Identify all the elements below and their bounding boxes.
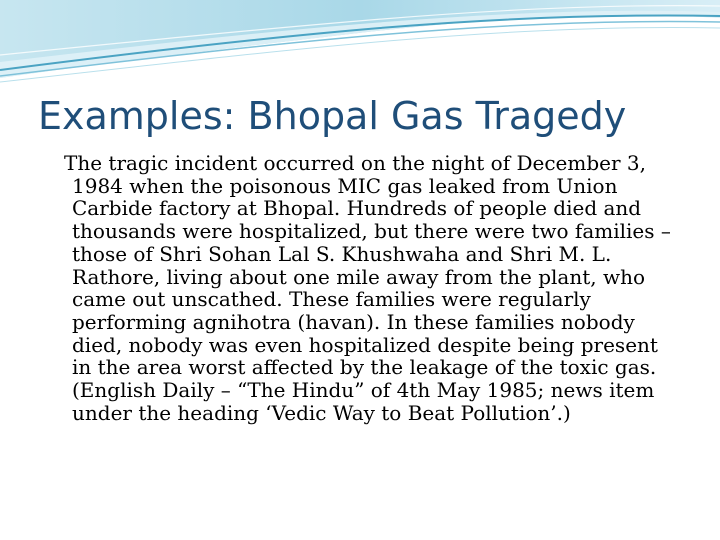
wave-header-decoration [0,0,720,90]
body-paragraph: The tragic incident occurred on the night of December 3, 1984 when the poisonous MIC gas leaked from Union Carbide factory at Bhopal. Hundreds of people died and thousands were hospitalized, but there were two families – those of Shri Sohan Lal S. Khushwaha and Shri M. L. Rathore, living about one mile away from the plant, who came out unscathed. These families were regularly performing agnihotra (havan). In these families nobody died, nobody was even hospitalized despite being present in the area worst affected by the leakage of the toxic gas. (English Daily – “The Hindu” of 4th May 1985; news item under the heading ‘Vedic Way to Beat Pollution’.) [64,151,671,425]
slide-title: Examples: Bhopal Gas Tragedy [38,94,627,138]
